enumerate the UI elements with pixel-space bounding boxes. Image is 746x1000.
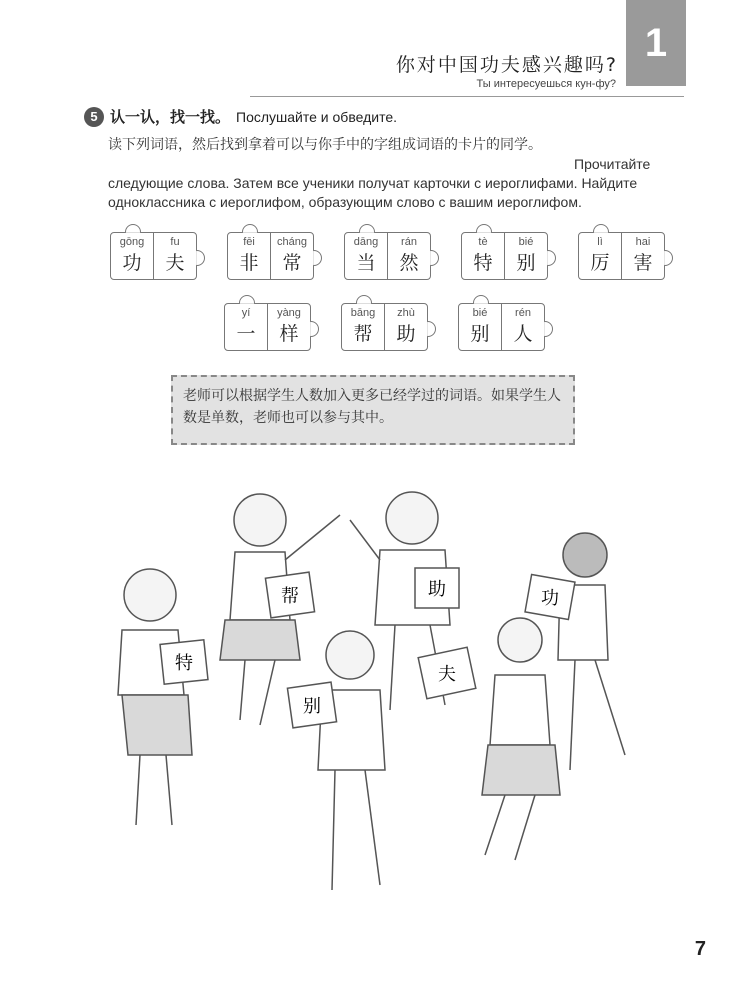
- hanzi: 非: [239, 252, 259, 274]
- unit-number: 1: [644, 20, 668, 65]
- hanzi: 别: [470, 323, 490, 345]
- card-right-half: [504, 233, 547, 279]
- hanzi: 害: [633, 252, 653, 274]
- hanzi: 助: [396, 323, 416, 345]
- hanzi: 然: [399, 252, 419, 274]
- pinyin: cháng: [277, 236, 307, 248]
- card-left-half: [225, 304, 267, 350]
- pinyin: fēi: [243, 236, 255, 248]
- instruction-ru: [108, 155, 704, 212]
- instruction-ru-text: Прочитайте следующие слова. Затем все ученики получат карточки с иероглифами. Найдите одноклассника с иероглифом, образующим слово с вашим иероглифом.: [108, 156, 651, 210]
- hanzi: 帮: [353, 323, 373, 345]
- instruction-cn: [108, 136, 698, 155]
- child-figure: [558, 533, 625, 770]
- pinyin: bié: [518, 236, 534, 248]
- exercise-title-cn: 认一认，找一找。: [110, 108, 231, 126]
- hanzi: 样: [279, 323, 299, 345]
- card-left-half: [579, 233, 621, 279]
- card-right-half: [501, 304, 544, 350]
- page-number: 7: [694, 938, 706, 960]
- word-card: [110, 232, 197, 280]
- lesson-title-cn: 你对中国功夫感兴趣吗?: [395, 54, 618, 76]
- card-char: 特: [175, 653, 193, 674]
- pinyin: rán: [401, 236, 417, 248]
- pinyin: bié: [472, 307, 488, 319]
- children-illustration: [100, 480, 660, 930]
- word-card: [224, 303, 311, 351]
- hanzi: 常: [282, 252, 302, 274]
- card-char: 别: [303, 696, 321, 717]
- card-left-half: [459, 304, 501, 350]
- hanzi: 特: [473, 252, 493, 274]
- word-card: [341, 303, 428, 351]
- card-right-half: [621, 233, 664, 279]
- child-figure: [318, 631, 385, 890]
- pinyin: bāng: [350, 307, 376, 319]
- card-left-half: [342, 304, 384, 350]
- unit-number-tab: [626, 0, 686, 86]
- card-right-half: [267, 304, 310, 350]
- pinyin: tè: [478, 236, 488, 248]
- pinyin: fu: [170, 236, 180, 248]
- card-right-half: [384, 304, 427, 350]
- card-char: 功: [541, 588, 559, 609]
- hanzi: 夫: [165, 252, 185, 274]
- pinyin: hai: [635, 236, 651, 248]
- pinyin: yàng: [277, 307, 301, 319]
- word-card: [458, 303, 545, 351]
- hanzi: 厉: [590, 252, 610, 274]
- exercise-title-ru: Послушайте и обведите.: [236, 108, 397, 125]
- card-left-half: [111, 233, 153, 279]
- lesson-title-ru: Ты интересуешься кун-фу?: [476, 78, 616, 90]
- card-char: 夫: [438, 664, 456, 685]
- teacher-note-text: 老师可以根据学生人数加入更多已经学过的词语。如果学生人数是单数，老师也可以参与其中。: [183, 388, 561, 426]
- hanzi: 功: [122, 252, 142, 274]
- card-right-half: [387, 233, 430, 279]
- card-left-half: [345, 233, 387, 279]
- pinyin: yí: [241, 307, 251, 319]
- word-card: [227, 232, 314, 280]
- hanzi: 人: [513, 323, 533, 345]
- hanzi: 别: [516, 252, 536, 274]
- pinyin: dāng: [353, 236, 379, 248]
- card-left-half: [228, 233, 270, 279]
- header-divider: [250, 96, 684, 97]
- pinyin: lì: [597, 236, 603, 248]
- pinyin: gōng: [119, 236, 145, 248]
- card-left-half: [462, 233, 504, 279]
- instruction-cn-text: 读下列词语，然后找到拿着可以与你手中的字组成词语的卡片的同学。: [108, 137, 542, 153]
- word-card: [461, 232, 548, 280]
- exercise-number: 5: [84, 107, 104, 127]
- child-figure: [118, 569, 192, 825]
- word-card: [344, 232, 431, 280]
- teacher-note: [171, 375, 575, 445]
- word-card: [578, 232, 665, 280]
- child-figure: [482, 618, 560, 860]
- word-cards-row-1: [110, 232, 665, 280]
- pinyin: zhù: [397, 307, 415, 319]
- word-cards-row-2: [224, 303, 545, 351]
- hanzi: 一: [236, 323, 256, 345]
- pinyin: rén: [515, 307, 531, 319]
- card-char: 帮: [281, 586, 299, 607]
- card-right-half: [153, 233, 196, 279]
- card-char: 助: [428, 579, 446, 600]
- hanzi: 当: [356, 252, 376, 274]
- card-right-half: [270, 233, 313, 279]
- exercise-heading: [84, 106, 397, 127]
